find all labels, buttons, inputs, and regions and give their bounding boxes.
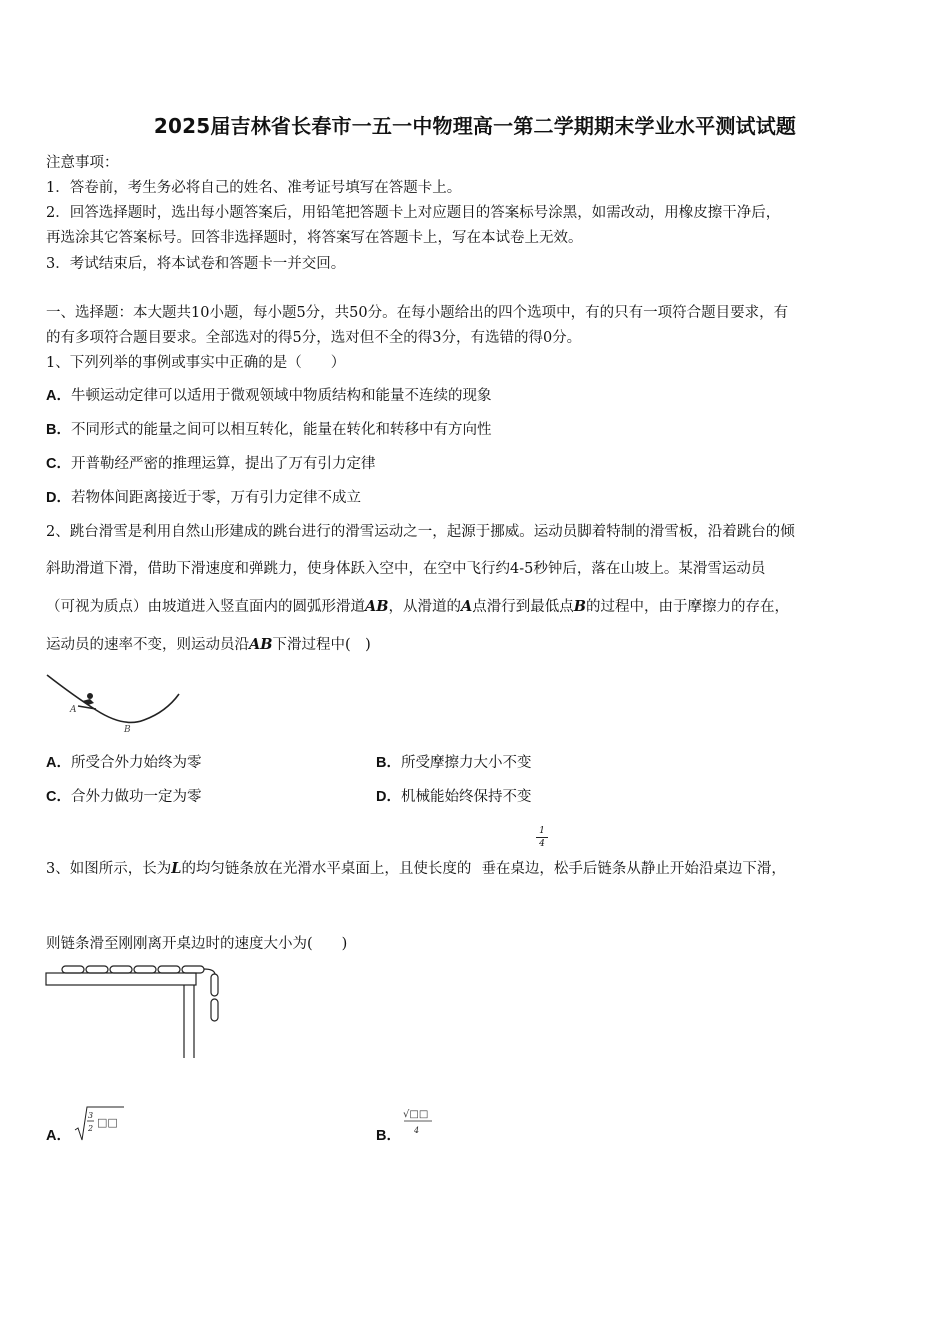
- option-label: D．: [376, 789, 401, 805]
- var-a: A: [461, 598, 473, 615]
- text-run: 3、如图所示，长为: [46, 861, 172, 877]
- q1-option-d: [46, 486, 361, 507]
- var-l: L: [171, 860, 182, 877]
- q3-stem-line-1: [46, 857, 786, 878]
- text-run: 的过程中，由于摩擦力的存在，: [586, 599, 790, 615]
- q3-stem-line-2: 则链条滑至刚刚离开桌边时的速度大小为( ): [46, 936, 348, 952]
- q2-slope-figure: [44, 668, 184, 740]
- text-run: 垂在桌边，松手后链条从静止开始沿桌边下滑，: [481, 861, 786, 877]
- q3-option-b-formula: [402, 1104, 436, 1138]
- option-label: C．: [46, 789, 71, 805]
- formula-tail: □□: [97, 1116, 118, 1129]
- option-label: B．: [376, 1128, 401, 1144]
- q1-stem: 1、下列列举的事例或事实中正确的是（ ）: [46, 355, 346, 371]
- q2-option-c: [46, 785, 201, 806]
- q2-stem-line-3: [46, 595, 789, 616]
- option-text: 机械能始终保持不变: [400, 789, 532, 805]
- q3-option-a-formula: [74, 1104, 126, 1144]
- option-label: A．: [46, 1128, 71, 1144]
- notice-item-2: 2．回答选择题时，选出每小题答案后，用铅笔把答题卡上对应题目的答案标号涂黑，如需改动，用橡皮擦干净后，: [46, 205, 781, 221]
- q2-stem-line-4: [46, 633, 371, 654]
- table-top: [46, 973, 196, 985]
- q3-option-a-label: [46, 1124, 71, 1145]
- q3-table-chain-figure: [44, 960, 234, 1062]
- text-run: 点滑行到最低点: [472, 599, 574, 615]
- q3-fraction: [536, 826, 548, 849]
- section-intro-line-2: 的有多项符合题目要求。全部选对的得5分，选对但不全的得3分，有选错的得0分。: [46, 330, 582, 346]
- option-label: C．: [46, 456, 71, 472]
- q1-option-b: [46, 418, 491, 439]
- fraction-numerator: √□□: [403, 1109, 429, 1120]
- fraction-numerator: 1: [539, 826, 545, 836]
- option-text: 牛顿运动定律可以适用于微观领域中物质结构和能量不连续的现象: [70, 388, 492, 404]
- option-label: A．: [46, 755, 71, 771]
- q2-option-b: [376, 751, 531, 772]
- option-label: A．: [46, 388, 71, 404]
- notice-item-2-cont: 再选涂其它答案标号。回答非选择题时，将答案写在答题卡上，写在本试卷上无效。: [46, 230, 583, 246]
- fraction-numerator: 3: [88, 1111, 94, 1120]
- text-run: （可视为质点）由坡道进入竖直面内的圆弧形滑道: [46, 599, 365, 615]
- notice-heading: 注意事项：: [46, 155, 119, 171]
- option-text: 开普勒经严密的推理运算，提出了万有引力定律: [70, 456, 376, 472]
- q2-stem-line-2: 斜助滑道下滑，借助下滑速度和弹跳力，使身体跃入空中，在空中飞行约4-5秒钟后，落在山坡上。某滑雪运动员: [46, 561, 766, 577]
- var-ab: AB: [249, 636, 273, 653]
- q1-option-c: [46, 452, 375, 473]
- notice-item-1: 1．答卷前，考生务必将自己的姓名、准考证号填写在答题卡上。: [46, 180, 462, 196]
- skier-icon: [78, 693, 96, 709]
- var-b: B: [573, 598, 587, 615]
- q3-option-b-label: [376, 1124, 401, 1145]
- label-b: B: [124, 725, 131, 735]
- label-a: A: [70, 705, 77, 715]
- notice-item-3: 3．考试结束后，将本试卷和答题卡一并交回。: [46, 256, 346, 272]
- arc-track: [47, 675, 179, 722]
- fraction-denominator: 2: [88, 1124, 94, 1133]
- chain-links: [62, 966, 218, 1021]
- fraction-bar: [536, 837, 548, 838]
- var-ab: AB: [365, 598, 389, 615]
- option-text: 所受摩擦力大小不变: [400, 755, 532, 771]
- option-label: B．: [46, 422, 71, 438]
- option-text: 合外力做功一定为零: [70, 789, 202, 805]
- text-run: ，从滑道的: [388, 599, 462, 615]
- section-intro-line-1: 一、选择题：本大题共10小题，每小题5分，共50分。在每小题给出的四个选项中，有的只有一项符合题目要求，有: [46, 305, 789, 321]
- text-run: 运动员的速率不变，则运动员沿: [46, 637, 249, 653]
- option-label: B．: [376, 755, 401, 771]
- q2-option-d: [376, 785, 531, 806]
- fraction-denominator: 4: [539, 839, 545, 849]
- text-run: 下滑过程中( ): [272, 637, 371, 653]
- page-title: 2025届吉林省长春市一五一中物理高一第二学期期末学业水平测试试题: [153, 114, 797, 138]
- option-text: 若物体间距离接近于零，万有引力定律不成立: [70, 490, 361, 506]
- fraction-denominator: 4: [414, 1126, 420, 1135]
- option-text: 不同形式的能量之间可以相互转化，能量在转化和转移中有方向性: [70, 422, 492, 438]
- option-text: 所受合外力始终为零: [70, 755, 202, 771]
- q1-option-a: [46, 384, 491, 405]
- q2-option-a: [46, 751, 201, 772]
- q2-stem-line-1: 2、跳台滑雪是利用自然山形建成的跳台进行的滑雪运动之一，起源于挪威。运动员脚着特制的滑雪板，沿着跳台的倾: [46, 524, 795, 540]
- text-run: 的均匀链条放在光滑水平桌面上，且使长度的: [181, 861, 472, 877]
- option-label: D．: [46, 490, 71, 506]
